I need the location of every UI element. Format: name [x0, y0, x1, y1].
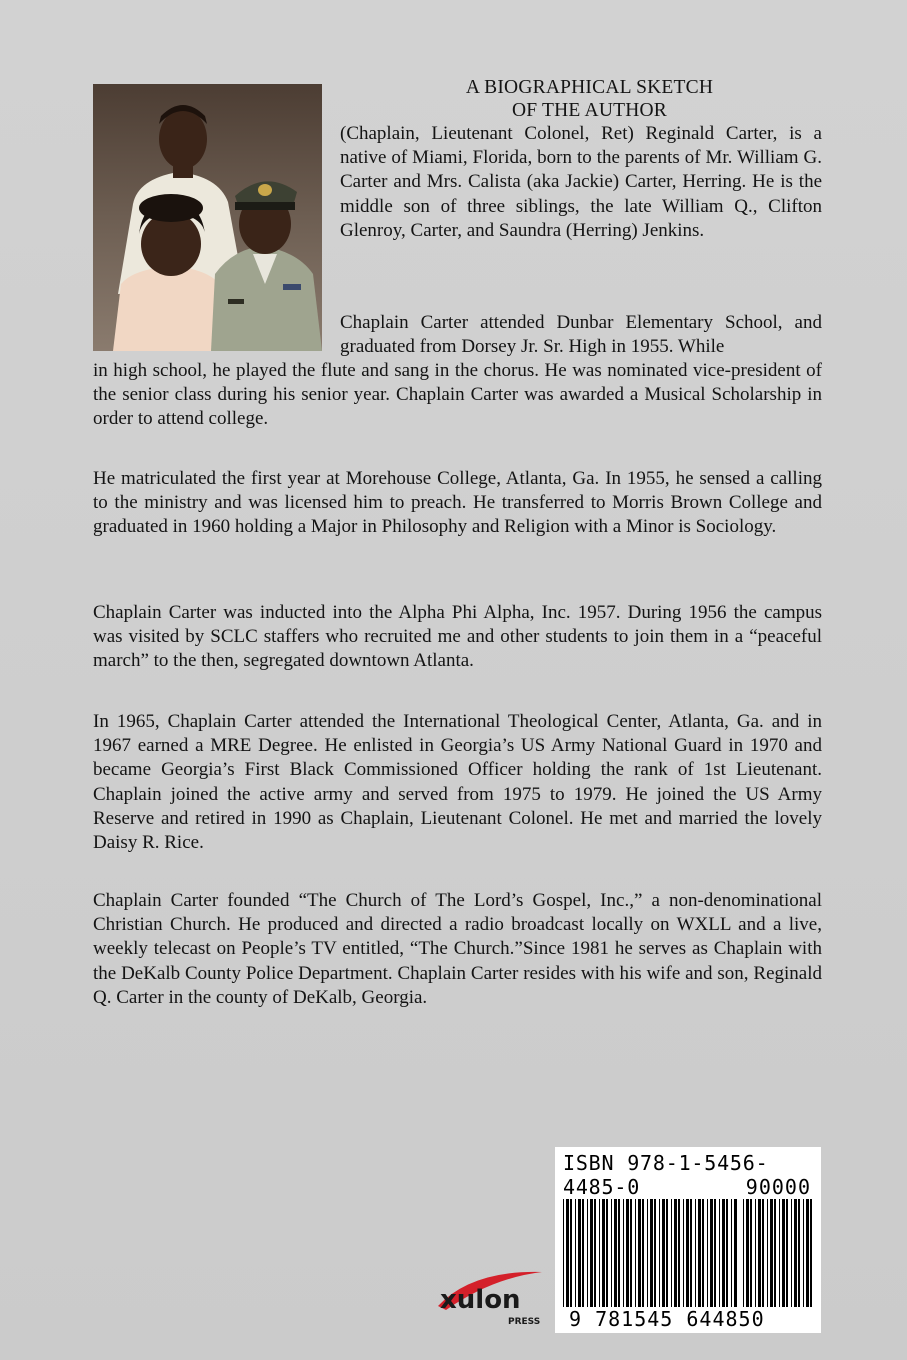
- ean-bars: [561, 1199, 739, 1311]
- isbn-number: ISBN 978-1-5456-4485-0: [563, 1151, 769, 1199]
- paragraph-origins: (Chaplain, Lieutenant Colonel, Ret) Reginald Carter, is a native of Miami, Florida, born to the parents of Mr. William G. Carter and Mrs. Calista (aka Jackie) Carter, Herring. He is the middle son of three siblings, the late William Q., Clifton Glenroy, Carter, and Saundra (Herring) Jenkins.: [340, 123, 822, 241]
- addon-bars: [741, 1199, 813, 1311]
- paragraph-fraternity: Chaplain Carter was inducted into the Alpha Phi Alpha, Inc. 1957. During 1956 the campus was visited by SCLC staffers who recruited me and other students to join them in a “peaceful march” to the then, segregated downtown Atlanta.: [93, 602, 822, 672]
- ean-digits: 9 781545 644850: [569, 1307, 765, 1331]
- xulon-press-logo: [432, 1262, 552, 1328]
- paragraph-education-start: Chaplain Carter attended Dunbar Elementary School, and graduated from Dorsey Jr. Sr. High in 1955. While: [340, 312, 822, 358]
- heading-line-1: A BIOGRAPHICAL SKETCH: [465, 77, 714, 98]
- price-code: 90000: [745, 1175, 811, 1199]
- heading-line-2: OF THE AUTHOR: [511, 100, 667, 121]
- paragraph-ministry: Chaplain Carter founded “The Church of The Lord’s Gospel, Inc.,” a non-denominational Christian Church. He produced and directed a radio broadcast locally on WXLL and a live, weekly telecast on People’s TV entitled, “The Church.”Since 1981 he serves as Chaplain with the DeKalb County Police Department. Chaplain Carter resides with his wife and son, Reginald Q. Carter in the county of DeKalb, Georgia.: [93, 890, 822, 1008]
- paragraph-education-continued: in high school, he played the flute and sang in the chorus. He was nominated vice-president of the senior class during his senior year. Chaplain Carter was awarded a Musical Scholarship in order to attend college.: [93, 360, 822, 430]
- isbn-barcode: [555, 1147, 821, 1333]
- paragraph-military: In 1965, Chaplain Carter attended the International Theological Center, Atlanta, Ga. and in 1967 earned a MRE Degree. He enlisted in Georgia’s US Army National Guard in 1970 and became Georgia’s First Black Commissioned Officer holding the rank of 1st Lieutenant. Chaplain joined the active army and served from 1975 to 1979. He joined the US Army Reserve and retired in 1990 as Chaplain, Lieutenant Colonel. He met and married the lovely Daisy R. Rice.: [93, 711, 822, 854]
- logo-sub: PRESS: [508, 1317, 541, 1327]
- logo-name: xulon: [440, 1285, 521, 1315]
- author-family-photo: [93, 84, 322, 351]
- paragraph-college: He matriculated the first year at Morehouse College, Atlanta, Ga. In 1955, he sensed a calling to the ministry and was licensed him to preach. He transferred to Morris Brown College and graduated in 1960 holding a Major in Philosophy and Religion with a Minor is Sociology.: [93, 468, 822, 538]
